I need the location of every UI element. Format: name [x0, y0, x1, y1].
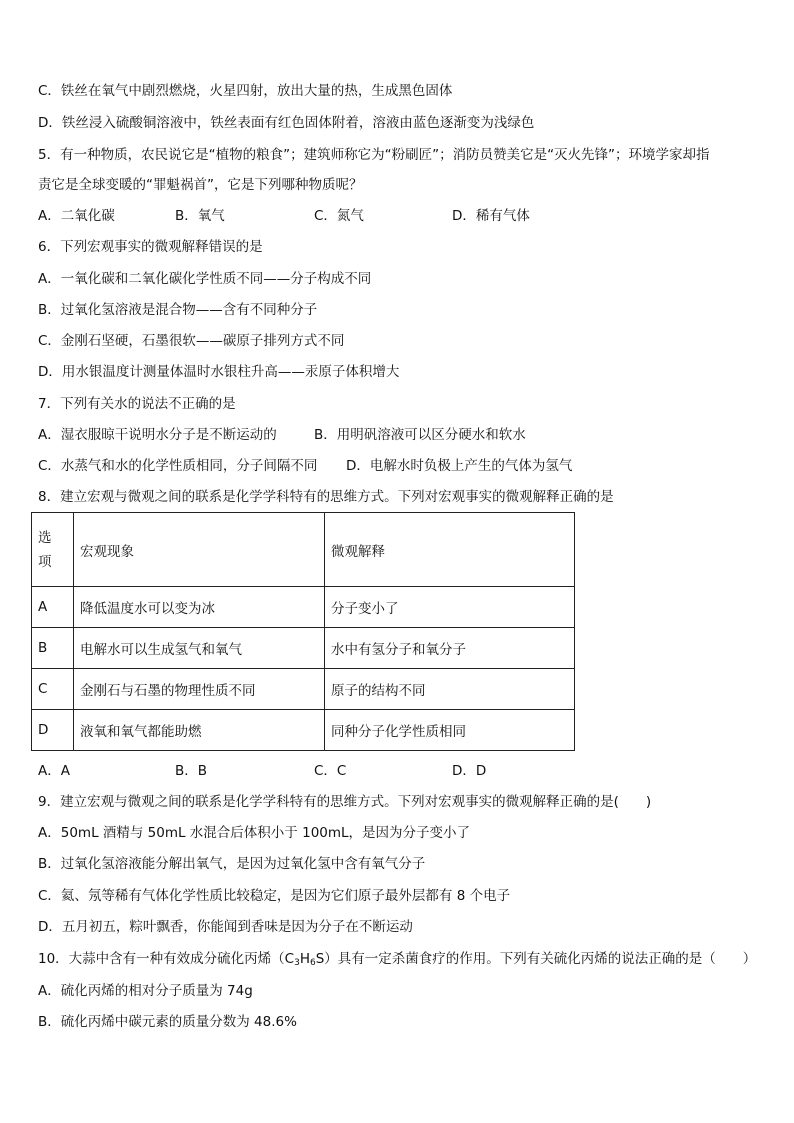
q10-formula-sub-hydrogen: 6 [310, 958, 316, 968]
q5-stem-line1: 5．有一种物质，农民说它是“植物的粮食”；建筑师称它为“粉刷匠”；消防员赞美它是“灭火先锋”；环境学家却指 [38, 147, 710, 163]
table-row [32, 587, 575, 628]
q5-option-c: C．氮气 [314, 208, 364, 224]
q8-row-macro: 降低温度水可以变为冰 [74, 587, 325, 628]
q8-stem: 8．建立宏观与微观之间的联系是化学学科特有的思维方式。下列对宏观事实的微观解释正确的是 [38, 489, 614, 505]
q5-option-d: D．稀有气体 [452, 208, 530, 224]
q7-option-d: D．电解水时负极上产生的气体为氢气 [346, 458, 573, 474]
q5-option-b: B．氧气 [175, 208, 225, 224]
q5-option-a: A．二氧化碳 [38, 208, 115, 224]
q7-stem: 7．下列有关水的说法不正确的是 [38, 396, 236, 412]
q6-stem: 6．下列宏观事实的微观解释错误的是 [38, 239, 263, 255]
q10-option-a: A．硫化丙烯的相对分子质量为 74g [38, 983, 253, 999]
table-row [32, 669, 575, 710]
q6-option-c: C．金刚石坚硬，石墨很软——碳原子排列方式不同 [38, 333, 345, 349]
q6-option-d: D．用水银温度计测量体温时水银柱升高——汞原子体积增大 [38, 364, 400, 380]
q8-header-macro: 宏观现象 [74, 513, 325, 587]
q10-stem [38, 950, 756, 972]
q9-stem: 9．建立宏观与微观之间的联系是化学学科特有的思维方式。下列对宏观事实的微观解释正确的是( ) [38, 794, 652, 810]
q10-option-b: B．硫化丙烯中碳元素的质量分数为 48.6% [38, 1014, 297, 1030]
q5-stem-line2: 责它是全球变暖的“罪魁祸首”，它是下列哪种物质呢？ [38, 177, 363, 193]
q10-formula-h: H [299, 951, 310, 967]
q8-table-header-row [32, 513, 575, 587]
q8-option-d: D．D [452, 763, 487, 779]
q10-formula-sub-carbon: 3 [294, 958, 300, 968]
q8-row-micro: 分子变小了 [325, 587, 575, 628]
q8-header-option-top: 选 [38, 529, 52, 546]
table-row [32, 628, 575, 669]
q8-row-micro: 同种分子化学性质相同 [325, 710, 575, 751]
q7-option-a: A．湿衣服晾干说明水分子是不断运动的 [38, 427, 277, 443]
q8-option-b: B．B [175, 763, 208, 779]
table-row [32, 710, 575, 751]
q8-row-macro: 电解水可以生成氢气和氧气 [74, 628, 325, 669]
q4-option-d: D．铁丝浸入硫酸铜溶液中，铁丝表面有红色固体附着，溶液由蓝色逐渐变为浅绿色 [38, 115, 535, 131]
q8-header-option-bottom: 项 [38, 553, 52, 570]
q8-row-option: C [32, 669, 74, 710]
q8-row-option: D [32, 710, 74, 751]
q4-option-c: C．铁丝在氧气中剧烈燃烧，火星四射，放出大量的热，生成黑色固体 [38, 83, 453, 99]
q8-header-option [32, 513, 74, 587]
q9-option-c: C．氦、氖等稀有气体化学性质比较稳定，是因为它们原子最外层都有 8 个电子 [38, 888, 511, 904]
q8-row-macro: 液氧和氧气都能助燃 [74, 710, 325, 751]
q8-row-option: B [32, 628, 74, 669]
q9-option-a: A．50mL 酒精与 50mL 水混合后体积小于 100mL，是因为分子变小了 [38, 825, 471, 841]
q8-row-option: A [32, 587, 74, 628]
q7-option-b: B．用明矾溶液可以区分硬水和软水 [314, 427, 526, 443]
q8-header-micro: 微观解释 [325, 513, 575, 587]
q9-option-b: B．过氧化氢溶液能分解出氧气，是因为过氧化氢中含有氧气分子 [38, 856, 426, 872]
q8-row-micro: 水中有氢分子和氧分子 [325, 628, 575, 669]
q6-option-a: A．一氧化碳和二氧化碳化学性质不同——分子构成不同 [38, 271, 372, 287]
q6-option-b: B．过氧化氢溶液是混合物——含有不同种分子 [38, 302, 318, 318]
q8-option-a: A．A [38, 763, 70, 779]
q8-row-macro: 金刚石与石墨的物理性质不同 [74, 669, 325, 710]
q8-option-c: C．C [314, 763, 347, 779]
q10-stem-post: S）具有一定杀菌食疗的作用。下列有关硫化丙烯的说法正确的是（ ） [315, 951, 757, 967]
q10-stem-pre: 10．大蒜中含有一种有效成分硫化丙烯（C [38, 951, 295, 967]
q8-row-micro: 原子的结构不同 [325, 669, 575, 710]
q7-option-c: C．水蒸气和水的化学性质相同，分子间隔不同 [38, 458, 318, 474]
q8-table [31, 512, 575, 751]
q9-option-d: D．五月初五，粽叶飘香，你能闻到香味是因为分子在不断运动 [38, 919, 413, 935]
